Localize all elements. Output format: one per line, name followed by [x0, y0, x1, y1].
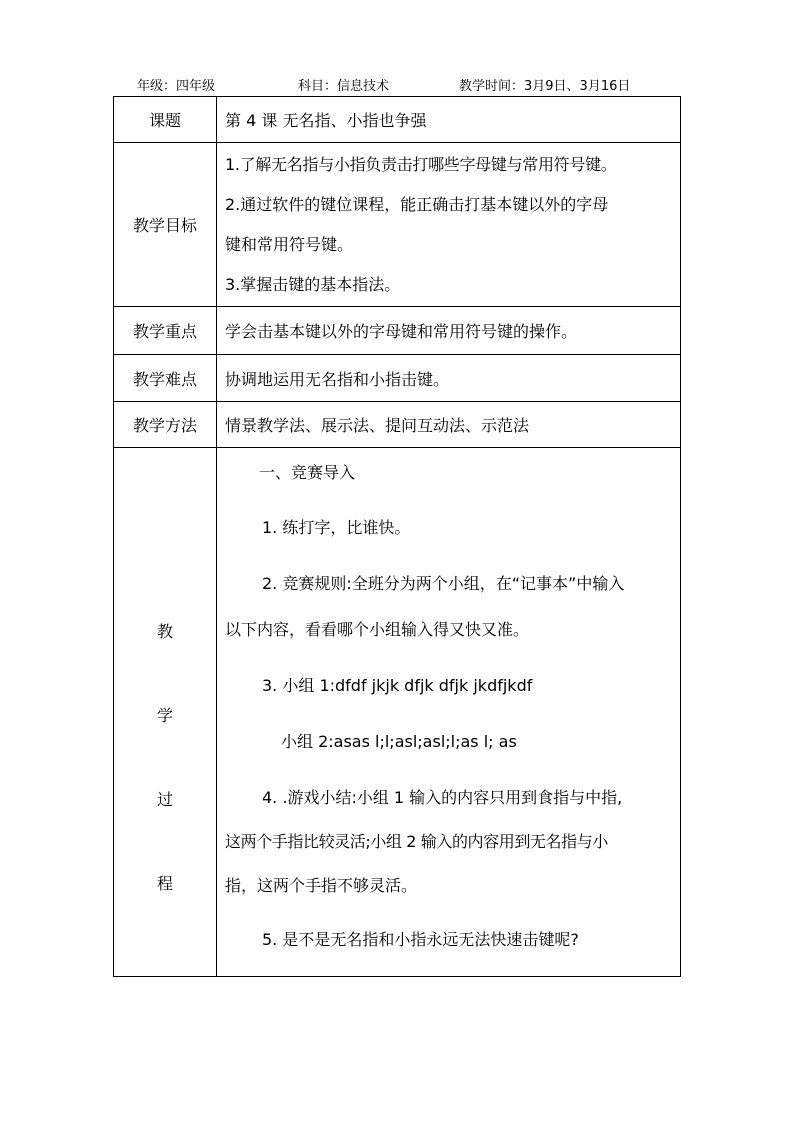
objective-line: 键和常用符号键。: [225, 234, 354, 254]
topic-value: 第 4 课 无名指、小指也争强: [217, 97, 681, 143]
process-content: [217, 448, 681, 977]
process-line: 小组 2:asas l;l;asl;asl;l;as l; as: [281, 732, 517, 751]
key-points-row: [114, 307, 681, 355]
process-line: 4. .游戏小结:小组 1 输入的内容只用到食指与中指,: [262, 788, 623, 807]
objectives-label: 教学目标: [114, 143, 217, 307]
process-line: 1. 练打字，比谁快。: [262, 518, 411, 537]
process-label-char: 教: [156, 622, 173, 641]
methods-row: [114, 402, 681, 448]
process-line: 以下内容，看看哪个小组输入得又快又准。: [225, 620, 530, 639]
objectives-row: [114, 143, 681, 307]
key-points-value: 学会击基本键以外的字母键和常用符号键的操作。: [217, 307, 681, 355]
process-line: 一、竞赛导入: [259, 463, 356, 482]
methods-value: 情景教学法、展示法、提问互动法、示范法: [217, 402, 681, 448]
difficulties-value: 协调地运用无名指和小指击键。: [217, 355, 681, 402]
difficulties-row: [114, 355, 681, 402]
objective-line: 3.掌握击键的基本指法。: [225, 274, 401, 294]
process-line: 3. 小组 1:dfdf jkjk dfjk dfjk jkdfjkdf: [262, 676, 533, 695]
topic-row: [114, 97, 681, 143]
process-line: 指，这两个手指不够灵活。: [225, 876, 418, 895]
lesson-plan-table: [113, 96, 681, 977]
process-line: 5. 是不是无名指和小指永远无法快速击键呢?: [262, 930, 579, 949]
topic-label: 课题: [114, 97, 217, 143]
process-label-char: 程: [156, 874, 173, 893]
process-label-char: 学: [156, 706, 173, 725]
objective-line: 1.了解无名指与小指负责击打哪些字母键与常用符号键。: [225, 154, 617, 174]
process-line: 2. 竞赛规则:全班分为两个小组，在“记事本”中输入: [262, 574, 625, 593]
objective-line: 2.通过软件的键位课程，能正确击打基本键以外的字母: [225, 194, 609, 214]
process-label-char: 过: [156, 790, 173, 809]
teaching-time-label: 教学时间：3月9日、3月16日: [459, 79, 631, 94]
key-points-label: 教学重点: [114, 307, 217, 355]
process-row: [114, 448, 681, 977]
methods-label: 教学方法: [114, 402, 217, 448]
process-label-cell: [114, 448, 217, 977]
grade-label: 年级：四年级: [137, 79, 216, 94]
subject-label: 科目：信息技术: [298, 79, 390, 94]
page-header: [0, 75, 794, 95]
process-line: 这两个手指比较灵活;小组 2 输入的内容用到无名指与小: [225, 832, 608, 851]
difficulties-label: 教学难点: [114, 355, 217, 402]
objectives-content: [217, 143, 681, 307]
